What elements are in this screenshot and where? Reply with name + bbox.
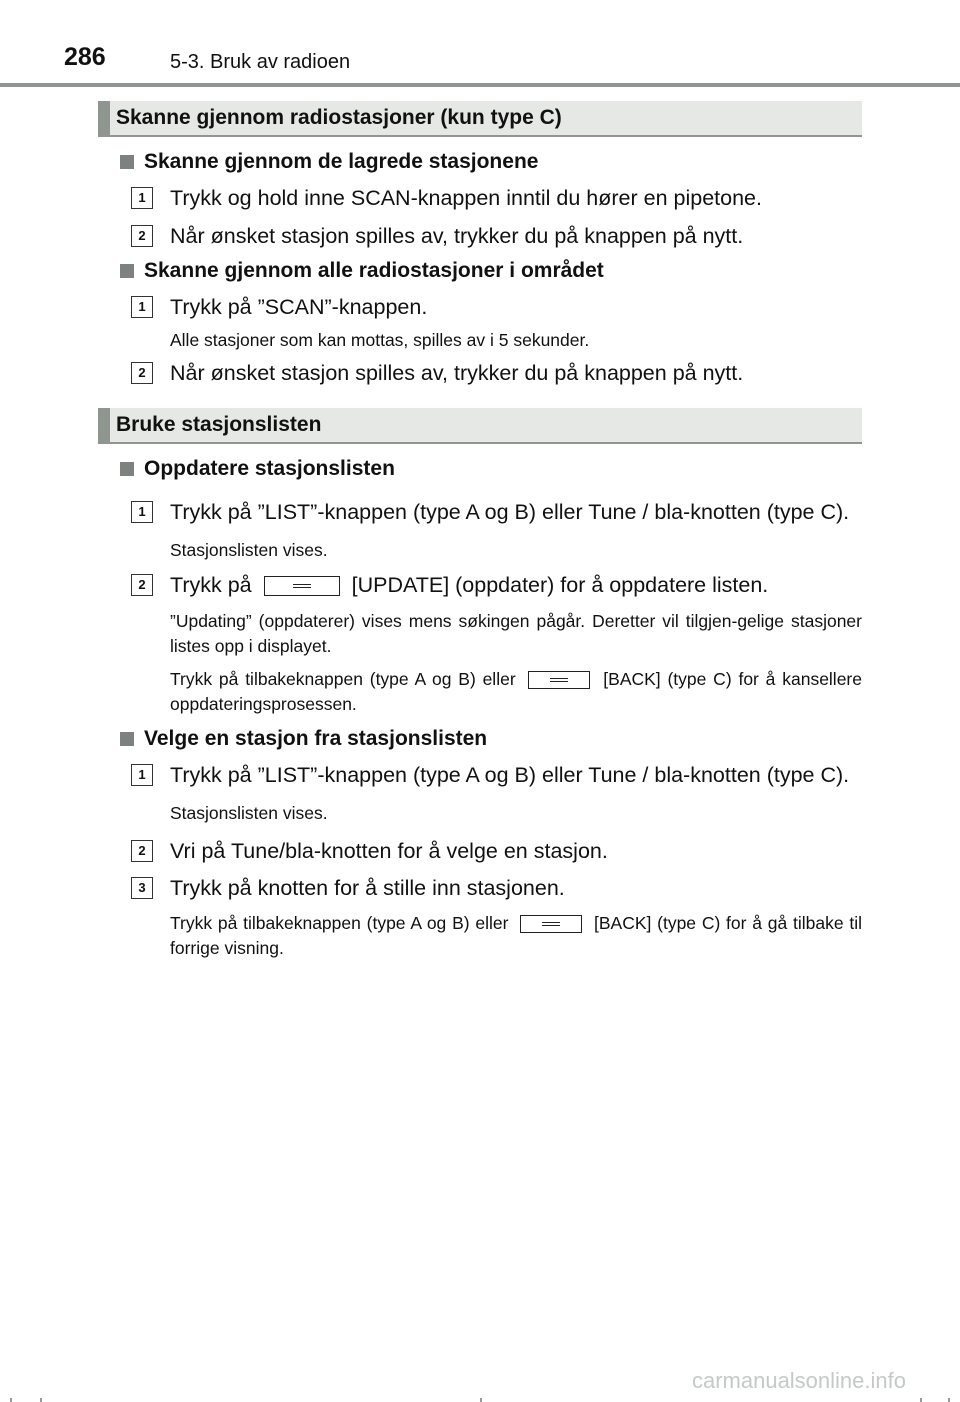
- chapter-title: 5-3. Bruk av radioen: [170, 51, 351, 73]
- subheading-text: Oppdatere stasjonslisten: [144, 457, 395, 480]
- step-text: Vri på Tune/bla-knotten for å velge en stasjon.: [170, 839, 608, 863]
- subheading-scan-stored: [120, 148, 862, 176]
- step: [98, 496, 862, 528]
- step-number-icon: 2: [131, 362, 153, 384]
- step-number-icon: 3: [131, 877, 153, 899]
- page-header: [0, 0, 960, 90]
- step-note: ”Updating” (oppdaterer) vises mens søkingen pågår. Deretter vil tilgjen-gelige stasjoner listes opp i displayet.: [170, 611, 862, 656]
- step: [98, 357, 862, 389]
- step-number-icon: 1: [131, 187, 153, 209]
- step-note: Alle stasjoner som kan mottas, spilles av i 5 sekunder.: [170, 330, 590, 350]
- step-number-icon: 1: [131, 296, 153, 318]
- step: [98, 182, 862, 214]
- step-number-icon: 2: [131, 225, 153, 247]
- step: [98, 291, 862, 323]
- step: [98, 835, 862, 867]
- subheading-update-list: [120, 455, 862, 483]
- subheading-text: Skanne gjennom de lagrede stasjonene: [144, 150, 539, 173]
- screen-button-icon: [520, 915, 582, 933]
- step-number-icon: 1: [131, 764, 153, 786]
- step-text: Trykk på knotten for å stille inn stasjonen.: [170, 876, 565, 900]
- step-note: [98, 667, 862, 717]
- step: [98, 220, 862, 252]
- step-note: [98, 911, 862, 961]
- step-text: Trykk på ”LIST”-knappen (type A og B) eller Tune / bla-knotten (type C).: [170, 763, 850, 787]
- step-note: Stasjonslisten vises.: [170, 803, 328, 823]
- step-text: Når ønsket stasjon spilles av, trykker du på knappen på nytt.: [170, 224, 744, 248]
- note-text: Trykk på tilbakeknappen (type A og B) eller: [170, 913, 509, 933]
- step-text: Trykk på ”LIST”-knappen (type A og B) eller Tune / bla-knotten (type C).: [170, 500, 850, 524]
- section-title-list: Bruke stasjonslisten: [98, 408, 862, 444]
- section-title-scan: Skanne gjennom radiostasjoner (kun type C): [98, 101, 862, 137]
- step-number-icon: 2: [131, 574, 153, 596]
- note-text: Trykk på tilbakeknappen (type A og B) eller: [170, 669, 516, 689]
- subheading-select-station: [120, 725, 862, 753]
- header-rule: [0, 83, 960, 87]
- footer-crop-marks: [0, 1398, 960, 1402]
- subheading-text: Velge en stasjon fra stasjonslisten: [144, 727, 488, 750]
- screen-button-icon: [264, 576, 340, 596]
- square-bullet-icon: [120, 264, 134, 278]
- square-bullet-icon: [120, 462, 134, 476]
- square-bullet-icon: [120, 732, 134, 746]
- step: [98, 759, 862, 791]
- step-text: Trykk på ”SCAN”-knappen.: [170, 295, 428, 319]
- page-content: [98, 101, 862, 961]
- subheading-scan-all: [120, 257, 862, 285]
- step: [98, 569, 862, 601]
- step-text: Når ønsket stasjon spilles av, trykker du på knappen på nytt.: [170, 361, 744, 385]
- step-text: [UPDATE] (oppdater) for å oppdatere listen.: [351, 573, 769, 597]
- step: [98, 872, 862, 904]
- square-bullet-icon: [120, 155, 134, 169]
- step-note: Stasjonslisten vises.: [170, 540, 328, 560]
- step-text: Trykk på: [170, 573, 252, 597]
- step-text: Trykk og hold inne SCAN-knappen inntil du hører en pipetone.: [170, 186, 762, 210]
- subheading-text: Skanne gjennom alle radiostasjoner i området: [144, 259, 604, 282]
- page-number: 286: [64, 43, 106, 71]
- note-text: [BACK] (type C) for å gå tilbake til forrige visning.: [170, 913, 862, 958]
- step-number-icon: 2: [131, 840, 153, 862]
- watermark: carmanualsonline.info: [691, 1368, 906, 1393]
- note-text: [BACK] (type C) for å kansellere oppdateringsprosessen.: [170, 669, 862, 714]
- step-number-icon: 1: [131, 501, 153, 523]
- screen-button-icon: [528, 671, 590, 689]
